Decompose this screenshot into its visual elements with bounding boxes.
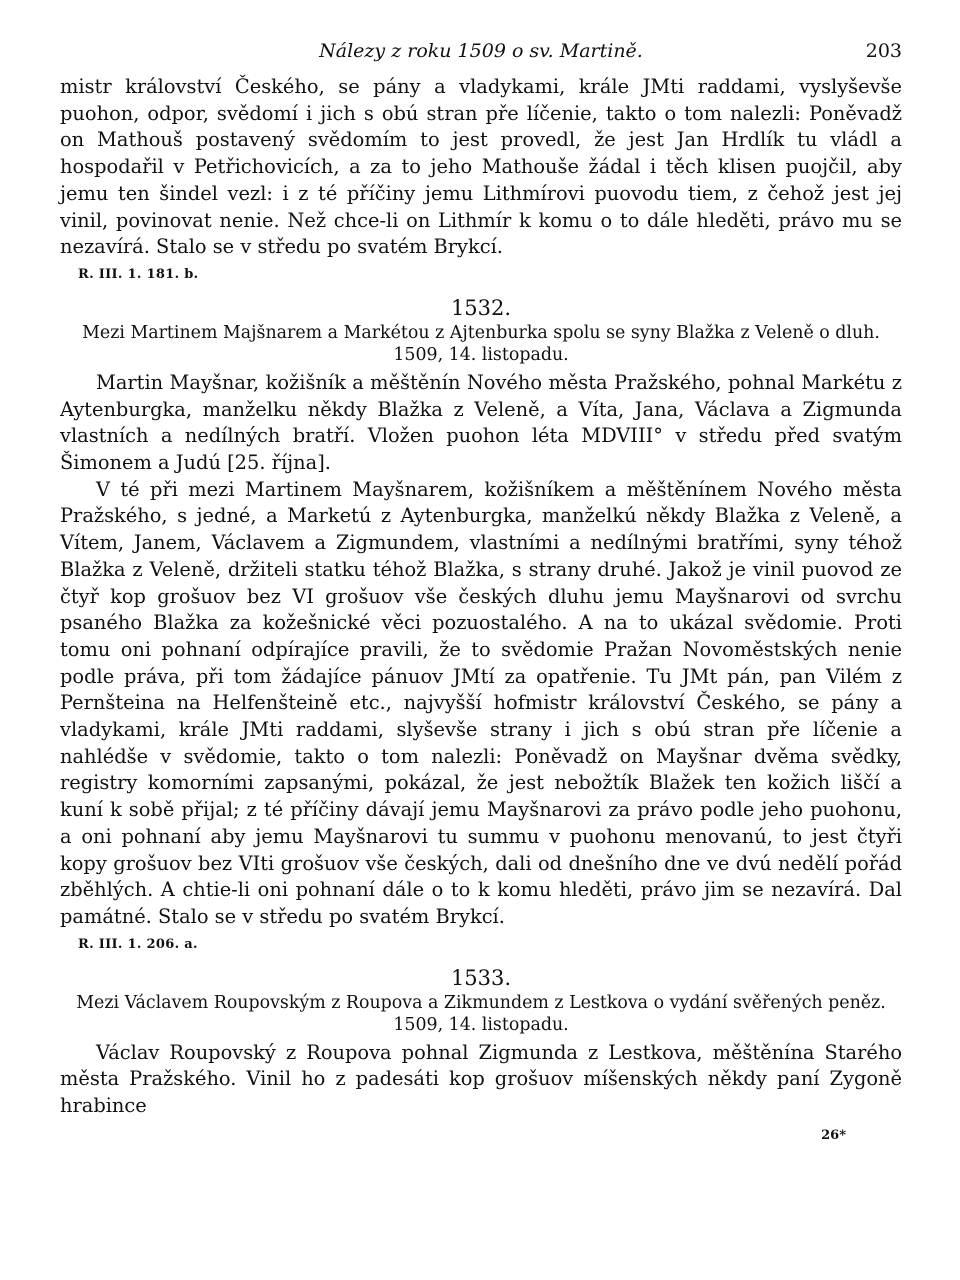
entry-paragraph: V té při mezi Martinem Mayšnarem, kožišníkem a měštěnínem Nového města Pražského, s jedné, a Marketú z Aytenburgka, manželkú někdy Blažka z Veleně, a Vítem, Janem, Václavem a Zigmundem, vlastními a nedílnými bratřími, syny téhož Blažka z Veleně, držiteli statku téhož Blažka, s strany druhé. Jakož je vinil puovod ze čtyř kop grošuov bez VI grošuov vše českých dluhu jemu Mayšnarovi od svrchu psaného Blažka za kožešnické věci pozuostalého. A na to ukázal svědomie. Proti tomu oni pohnaní odpírajíce pravili, že to svědomie Pražan Novoměstských nenie podle práva, při tom žádajíce pánuov JMtí za opatřenie. Tu JMt pán, pan Vilém z Pernšteina na Helfenšteině etc., najvyšší hofmistr království Českého, se pány a vladykami, krále JMti raddami, slyševše strany i jich s obú stran pře líčenie a nahlédše v svědomie, takto o tom nalezli: Poněvadž on Mayšnar dvěma svědky, registry komorními zapsanými, pokázal, že jest nebožtík Blažek ten kožich liščí a kuní k sobě přijal; z té příčiny dávají jemu Mayšnarovi za právo podle jeho puohonu, a oni pohnaní aby jemu Mayšnarovi tu summu v puohonu menovanú, to jest čtyři kopy grošuov bez VIti grošuov vše českých, dali od dnešního dne ve dvú nedělí pořád zběhlých. A chtie-li oni pohnaní dále o to k komu hleděti, právo jim se nezavírá. Dal památné. Stalo se v středu po svatém Brykcí. bbox=[60, 477, 902, 928]
entry-1532 bbox=[60, 294, 902, 952]
intro-paragraph: mistr království Českého, se pány a vladykami, krále JMti raddami, vyslyševše puohon, odpor, svědomí i jich s obú stran pře líčenie, takto o tom nalezli: Poněvadž on Mathouš postavený svědomím to jest provedl, že jest Jan Hrdlík tu vládl a hospodařil v Petřichovicích, a za to jeho Mathouše žádal i těch klisen puojčil, aby jemu ten šindel vezl: i z té příčiny jemu Lithmírovi puovodu tiem, z čehož jest jej vinil, povinovat nenie. Než chce-li on Lithmír k komu o to dále hleděti, právo mu se nezavírá. Stalo se v středu po svatém Brykcí. bbox=[60, 75, 902, 259]
entry-date: 1509, 14. listopadu. bbox=[393, 344, 569, 365]
page-number: 203 bbox=[865, 40, 902, 62]
entry-paragraph: Martin Mayšnar, kožišník a měštěnín Nového města Pražského, pohnal Markétu z Aytenburgka, manželku někdy Blažka z Veleně, a Víta, Jana, Václava a Zigmunda vlastních a nedílných bratří. Vložen puohon léta MDVIII° v středu před svatým Šimonem a Judú [25. října]. bbox=[60, 370, 902, 475]
running-header bbox=[60, 40, 902, 74]
source-citation: R. III. 1. 181. b. bbox=[78, 266, 199, 282]
entry-number: 1532. bbox=[450, 295, 512, 320]
entry-heading: Mezi Martinem Majšnarem a Markétou z Ajtenburka spolu se syny Blažka z Veleně o dluh. bbox=[82, 322, 880, 343]
running-title: Nálezy z roku 1509 o sv. Martině. bbox=[319, 40, 643, 62]
entry-date: 1509, 14. listopadu. bbox=[393, 1014, 569, 1035]
entry-1533 bbox=[60, 964, 902, 1120]
entry-paragraph: Václav Roupovský z Roupova pohnal Zigmunda z Lestkova, měštěnína Starého města Pražského. Vinil ho z padesáti kop grošuov míšenských někdy paní Zygoně hrabince bbox=[60, 1040, 902, 1118]
entry-number: 1533. bbox=[450, 965, 512, 990]
document-page bbox=[60, 40, 902, 1143]
signature-mark: 26* bbox=[821, 1127, 846, 1143]
source-citation: R. III. 1. 206. a. bbox=[78, 936, 198, 952]
entry-heading: Mezi Václavem Roupovským z Roupova a Zikmundem z Lestkova o vydání svěřených peněz. bbox=[76, 992, 886, 1013]
